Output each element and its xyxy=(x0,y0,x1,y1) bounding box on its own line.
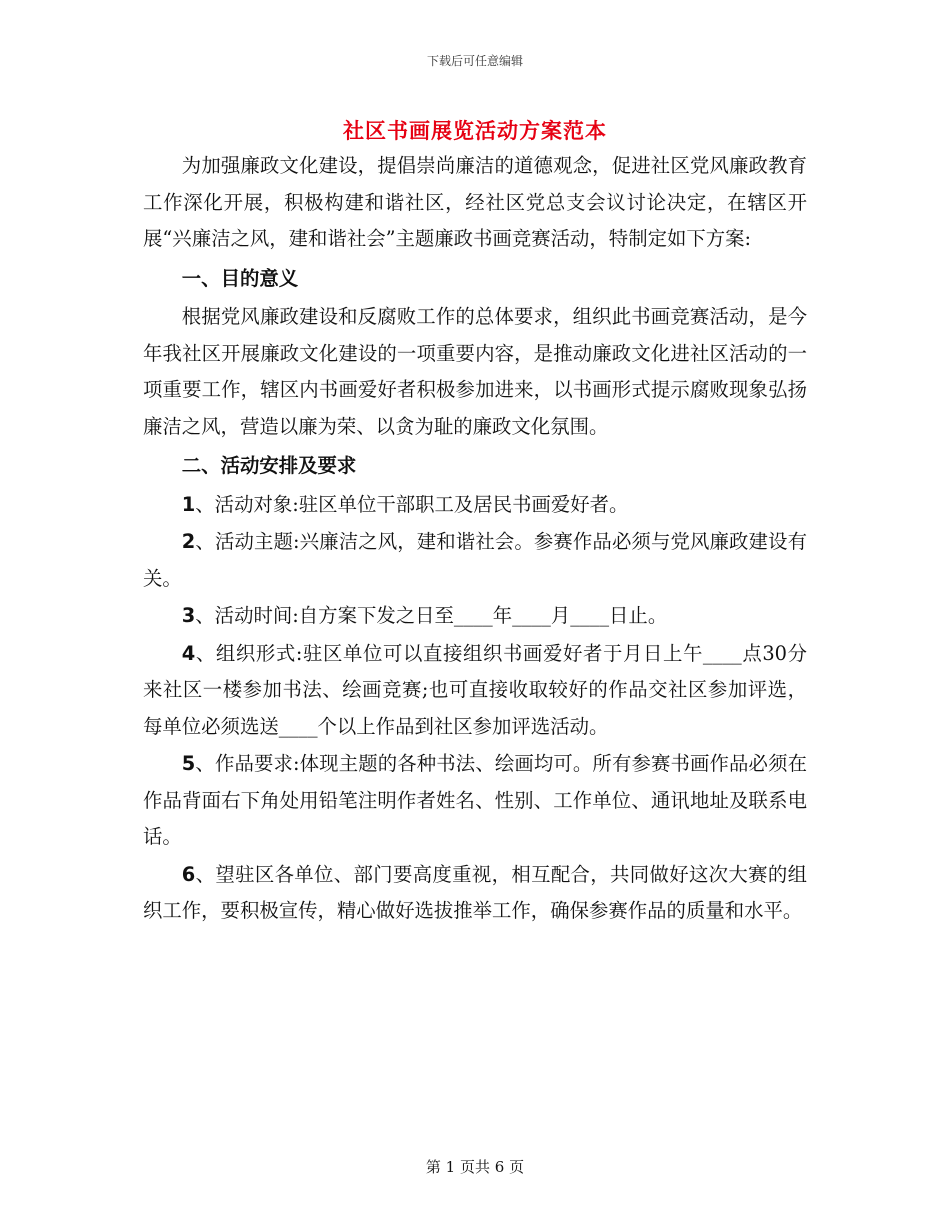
item-number: 5 xyxy=(181,752,196,775)
list-item xyxy=(143,746,807,856)
item-text: 、组织形式:驻区单位可以直接组织书画爱好者于月日上午____点30分来社区一楼参加书法、绘画竞赛;也可直接收取较好的作品交社区参加评选，每单位必须选送____个以上作品到社区参加评选活动。 xyxy=(143,641,807,738)
document-body xyxy=(143,148,807,930)
list-item xyxy=(143,857,807,930)
item-text: 、活动对象:驻区单位干部职工及居民书画爱好者。 xyxy=(195,492,629,516)
item-number: 1 xyxy=(181,492,196,516)
list-item xyxy=(143,598,807,635)
list-item xyxy=(143,524,807,597)
item-number: 3 xyxy=(181,604,196,627)
item-text: 、活动时间:自方案下发之日至____年____月____日止。 xyxy=(195,604,668,627)
intro-paragraph: 为加强廉政文化建设，提倡崇尚廉洁的道德观念，促进社区党风廉政教育工作深化开展，积极构建和谐社区，经社区党总支会议讨论决定，在辖区开展“兴廉洁之风，建和谐社会”主题廉政书画竞赛活动，特制定如下方案: xyxy=(143,154,807,250)
list-item xyxy=(143,487,807,524)
item-number: 6 xyxy=(181,862,196,886)
section-heading-purpose: 一、目的意义 xyxy=(181,266,299,290)
purpose-paragraph: 根据党风廉政建设和反腐败工作的总体要求，组织此书画竞赛活动，是今年我社区开展廉政文化建设的一项重要内容，是推动廉政文化进社区活动的一项重要工作，辖区内书画爱好者积极参加进来，以书画形式提示腐败现象弘扬廉洁之风，营造以廉为荣、以贪为耻的廉政文化氛围。 xyxy=(143,305,807,438)
section-heading-arrangements: 二、活动安排及要求 xyxy=(181,454,357,477)
page-number: 第 1 页共 6 页 xyxy=(425,1158,525,1176)
list-item xyxy=(143,636,807,746)
header-note: 下载后可任意编辑 xyxy=(426,54,523,68)
item-number: 2 xyxy=(181,530,196,553)
item-text: 、活动主题:兴廉洁之风，建和谐社会。参赛作品必须与党风廉政建设有关。 xyxy=(143,530,807,590)
item-text: 、作品要求:体现主题的各种书法、绘画均可。所有参赛书画作品必须在作品背面右下角处用铅笔注明作者姓名、性别、工作单位、通讯地址及联系电话。 xyxy=(143,752,807,848)
page-title: 社区书画展览活动方案范本 xyxy=(343,118,607,143)
item-text: 、望驻区各单位、部门要高度重视，相互配合，共同做好这次大赛的组织工作，要积极宣传，精心做好选拔推举工作，确保参赛作品的质量和水平。 xyxy=(143,862,807,922)
item-number: 4 xyxy=(181,641,196,665)
